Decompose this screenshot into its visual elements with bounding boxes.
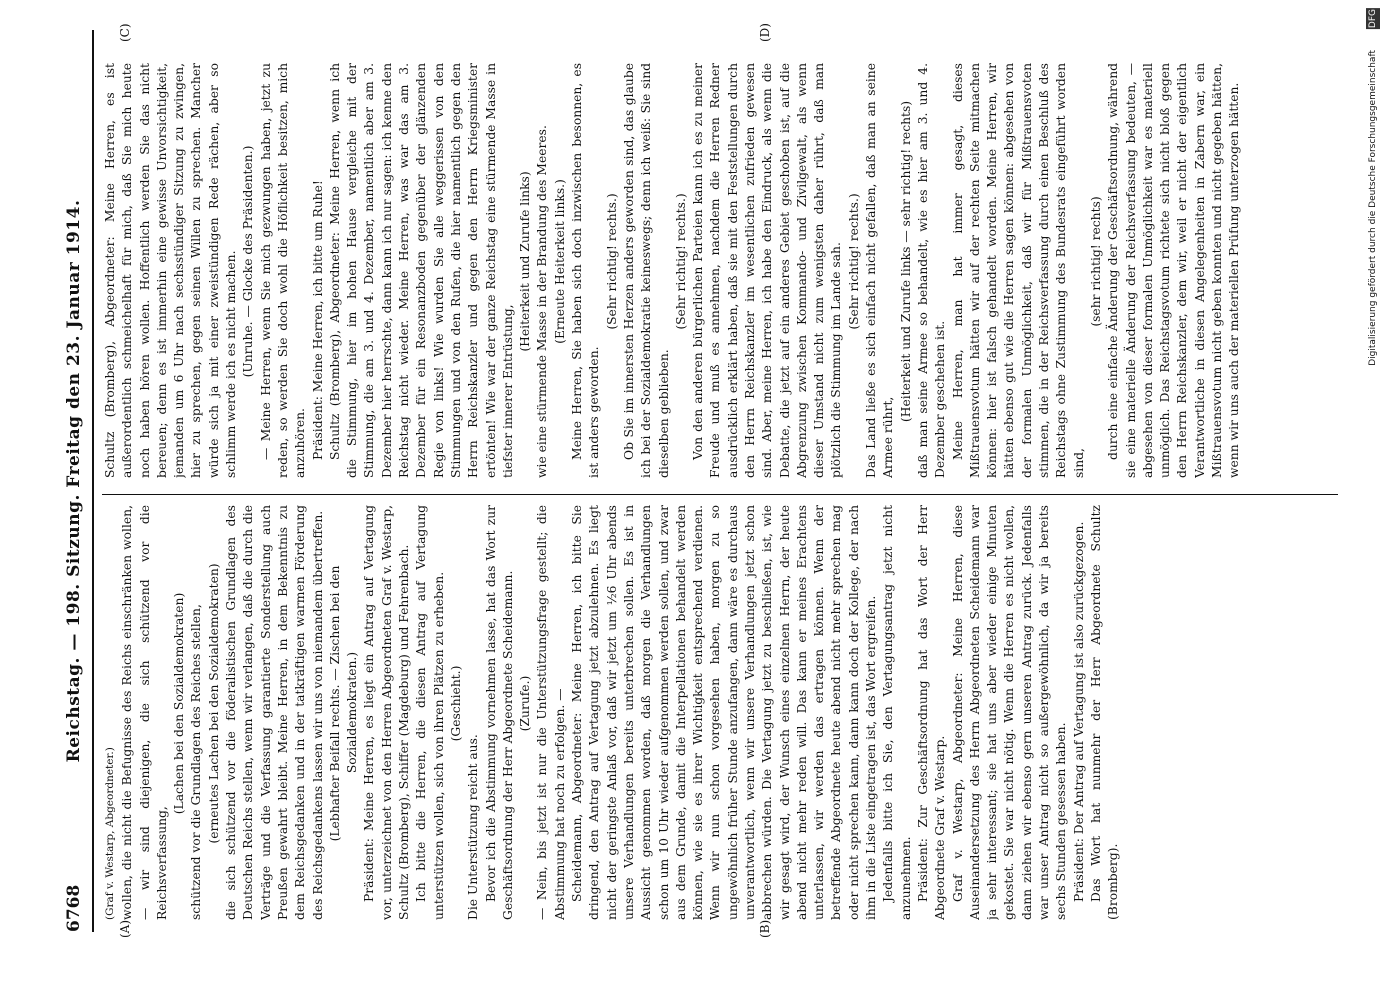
right-column: [102, 63, 1338, 478]
page-header: [64, 30, 94, 932]
left_column-paragraph: (Geschieht.): [448, 665, 463, 742]
margin-marker-d: (D): [758, 23, 772, 42]
left_column-paragraph: wollen, die nicht die Befugnisse des Reichs einschränken wollen, — wir sind diejenigen, die sich schützend vor die Reichsverfassung,: [120, 505, 169, 920]
right_column-paragraph: Ob Sie im innersten Herzen anders geworden sind, das glaube ich bei der Sozialdemokratie keineswegs; denn ich weiß: Sie sind dieselben geblieben.: [621, 63, 671, 478]
left_column-paragraph: Scheidemann, Abgeordneter: Meine Herren, ich bitte Sie dringend, den Antrag auf Vertagung jetzt abzulehnen. Es liegt nicht der geringste Anlaß vor, daß wir jetzt um ½6 Uhr abends unsere Verhandlungen bereits unterbrechen sollen. Es ist in Aussicht genommen worden, daß morgen die Verhandlungen schon um 10 Uhr wieder aufgenommen werden sollen, und zwar aus dem Grunde, damit die Interpellationen behandelt werden können, wie sie es ihrer Wichtigkeit entsprechend verdienen. Wenn wir nun schon vorgesehen haben, morgen zu so ungewöhnlich früher Stunde anzufangen, dann wäre es durchaus unverantwortlich, wenn wir unsere Verhandlungen jetzt schon abbrechen würden. Die Vertagung jetzt zu beschließen, ist, wie wir gesagt wird, der Wunsch eines einzelnen Herrn, der heute abend nicht mehr reden will. Das kann er meines Erachtens unterlassen, wir werden das ertragen können. Wenn der betreffende Abgeordnete heute abend nicht mehr sprechen mag oder nicht sprechen kann, dann kann doch der Kollege, der nach ihm in die Liste eingetragen ist, das Wort ergreifen.: [570, 505, 879, 920]
page-number: 6768: [64, 884, 84, 932]
right_column-paragraph: (Heiterkeit und Zurufe links — sehr richtig! rechts): [898, 100, 913, 423]
left_column-paragraph: Bevor ich die Abstimmung vornehmen lasse, hat das Wort zur Geschäftsordnung der Herr Abgeordnete Scheidemann.: [483, 505, 515, 920]
left_column-paragraph: (Lachen bei den Sozialdemokraten): [172, 592, 187, 815]
left_column-paragraph: — Nein, bis jetzt ist nur die Unterstützungsfrage gestellt; die Abstimmung hat noch zu erfolgen. —: [535, 505, 567, 920]
document-page: [58, 0, 1358, 960]
side-notice-strip: [1361, 0, 1383, 1000]
margin-marker-a: (A): [118, 919, 132, 938]
margin-marker-c: (C): [118, 23, 132, 42]
right_column-paragraph: — Meine Herren, wenn Sie mich gezwungen haben, jetzt zu reden, so werden Sie doch wohl die Höflichkeit besitzen, mich anzuhören.: [258, 63, 308, 478]
header-rule: [92, 30, 94, 932]
right_column-paragraph: wie eine stürmende Masse in der Brandung des Meeres.: [535, 125, 550, 478]
right_column-paragraph: Schultz (Bromberg), Abgeordneter: Meine Herren, es ist außerordentlich schmeichelhaft für mich, daß Sie mich heute noch haben hören wollen. Hoffentlich werden Sie das nicht bereuen; denn es ist immerhin eine gewisse Unvorsichtigkeit, jemanden um 6 Uhr nach sechsstündiger Sitzung zu zwingen, hier zu sprechen, gegen seinen Willen zu sprechen. Mancher würde sich ja mit einer zweistündigen Rede rächen, aber so schlimm werde ich es nicht machen.: [103, 63, 239, 478]
left_column-paragraph: Präsident: Zur Geschäftsordnung hat das Wort der Herr Abgeordnete Graf v. Westarp.: [915, 505, 948, 920]
right_column-paragraph: durch eine einfache Änderung der Geschäftsordnung, während sie eine materielle Änderung der Reichsverfassung bedeuten, — abgesehen von dieser formalen Unmöglichkeit war es materiell unmöglich. Das Reichstagsvotum richtete sich nicht bloß gegen den Herrn Reichskanzler, dem wir, weil er nicht der eigentlich Verantwortliche in diesen Angelegenheiten in Zabern war, ein Mißtrauensvotum nicht geben konnten und nicht gegeben hätten, wenn wir uns auch der materiellen Prüfung unterzogen hätten.: [1106, 63, 1242, 478]
right_column-paragraph: daß man seine Armee so behandelt, wie es hier am 3. und 4. Dezember geschehen ist.: [915, 63, 948, 478]
running-title: Reichstag. — 198. Sitzung. Freitag den 23. Januar 1914.: [64, 199, 84, 763]
right_column-paragraph: (sehr richtig! rechts): [1088, 196, 1103, 327]
left_column-paragraph: schützend vor die Grundlagen des Reiches stellen,: [189, 604, 204, 920]
right_column-paragraph: Präsident: Meine Herren, ich bitte um Ruhe!: [310, 180, 325, 460]
left_column-paragraph: Jedenfalls bitte ich Sie, den Vertagungsantrag jetzt nicht anzunehmen.: [881, 505, 913, 920]
left_column-paragraph: (Zurufe.): [518, 675, 533, 732]
left_column-paragraph: Präsident: Der Antrag auf Vertagung ist also zurückgezogen.: [1071, 521, 1086, 902]
digitization-notice: Digitalisierung gefördert durch die Deutsche Forschungsgemeinschaft: [1368, 50, 1378, 366]
right_column-paragraph: (Unruhe. — Glocke des Präsidenten.): [241, 145, 256, 378]
right_column-paragraph: Das Land ließe es sich einfach nicht gefallen, daß man an seine Armee rührt,: [864, 63, 896, 478]
right_column-paragraph: (Erneute Heiterkeit links.): [552, 179, 567, 344]
left_column-paragraph: die sich schützend vor die föderalistischen Grundlagen des Deutschen Reichs stellen, wenn wir verlangen, daß die durch die Verträge und die Verfassung garantierte Sonderstellung auch Preußen gewahrt bleibt. Meine Herren, in dem Bekenntnis zu dem Reichsgedanken und in der tatkräftigen warmen Förderung des Reichsgedankens lassen wir uns von niemandem übertreffen.: [224, 505, 325, 920]
left_column-paragraph: (erneutes Lachen bei den Sozialdemokraten): [206, 563, 221, 844]
left_column-paragraph: Graf v. Westarp, Abgeordneter: Meine Herren, diese Auseinandersetzung des Herrn Abgeordneten Scheidemann war ja sehr interessant; sie hat uns aber wieder einige Minuten gekostet. Sie war nicht nötig. Wenn die Herren es nicht wollen, dann ziehen wir ebenso gern unseren Antrag zurück. Jedenfalls war unser Antrag nicht so außergewöhnlich, da wir ja bereits sechs Stunden gesessen haben.: [950, 505, 1069, 920]
right_column-paragraph: (Sehr richtig! rechts.): [846, 193, 861, 330]
right_column-paragraph: (Sehr richtig! rechts.): [673, 193, 688, 330]
right_column-paragraph: Von den anderen bürgerlichen Parteien kann ich es zu meiner Freude und muß es annehmen, nachdem die Herren Redner ausdrücklich erklärt haben, daß sie mit den Feststellungen durch den Herrn Reichskanzler im wesentlichen zufrieden gewesen sind. Aber, meine Herren, ich habe den Eindruck, als wenn die Debatte, die jetzt auf ein anderes Gebiet geschoben ist, auf die Abgrenzung zwischen Kommando- und Zivilgewalt, als wenn dieser Umstand nicht zum wenigsten daher rührt, daß man plötzlich die Stimmung im Lande sah.: [691, 63, 844, 478]
left_column-paragraph: Präsident: Meine Herren, es liegt ein Antrag auf Vertagung vor, unterzeichnet von den Herren Abgeordneten Graf v. Westarp, Schultz (Bromberg), Schiffer (Magdeburg) und Fehrenbach.: [362, 505, 412, 920]
right_column-paragraph: (Heiterkeit und Zurufe links): [518, 171, 533, 352]
right_column-paragraph: Meine Herren, man hat immer gesagt, dieses Mißtrauensvotum hätten wir auf der rechten Seite mitmachen können: hier ist falsch gehandelt worden. Meine Herren, wir hätten ebenso gut wie die Herren sagen können: abgesehen von der formalen Unmöglichkeit, daß wir für Mißtrauensvoten stimmen, die in der Reichsverfassung durch einen Beschluß des Reichstags ohne Zustimmung des Bundesrats eingeführt worden sind,: [950, 63, 1086, 478]
dfg-logo: DFG: [1368, 9, 1378, 29]
left_column-paragraph: (Graf v. Westarp, Abgeordneter.): [104, 747, 116, 920]
left-column: [102, 505, 1338, 920]
right_column-paragraph: (Sehr richtig! rechts.): [604, 193, 619, 330]
left_column-paragraph: Ich bitte die Herren, die diesen Antrag auf Vertagung unterstützen wollen, sich von ihren Plätzen zu erheben.: [414, 505, 446, 920]
column-separator: [102, 494, 1338, 495]
left_column-paragraph: Das Wort hat nunmehr der Herr Abgeordnete Schultz (Bromberg).: [1088, 505, 1121, 920]
right_column-paragraph: Schultz (Bromberg), Abgeordneter: Meine Herren, wenn ich die Stimmung, hier im hohen Hause vergleiche mit der Stimmung, die am 3. und 4. Dezember, namentlich aber am 3. Dezember hier herrschte, dann kann ich nur sagen: ich kenne den Reichstag nicht wieder. Meine Herren, was war das am 3. Dezember für ein Resonanzboden gegenüber der glänzenden Regie von links! Wie wurden Sie alle weggerissen von den Stimmungen und von den Rufen, die hier namentlich gegen den Herrn Reichskanzler und gegen den Herrn Kriegsminister ertönten! Wie war der ganze Reichstag eine stürmende Masse in tiefster innerer Entrüstung,: [327, 63, 515, 478]
left_column-paragraph: (Lebhafter Beifall rechts. — Zischen bei den Sozialdemokraten.): [327, 565, 360, 842]
left_column-paragraph: Die Unterstützung reicht aus.: [466, 734, 481, 920]
margin-marker-b: (B): [758, 919, 772, 938]
right_column-paragraph: Meine Herren, Sie haben sich doch inzwischen besonnen, es ist anders geworden.: [570, 63, 602, 478]
